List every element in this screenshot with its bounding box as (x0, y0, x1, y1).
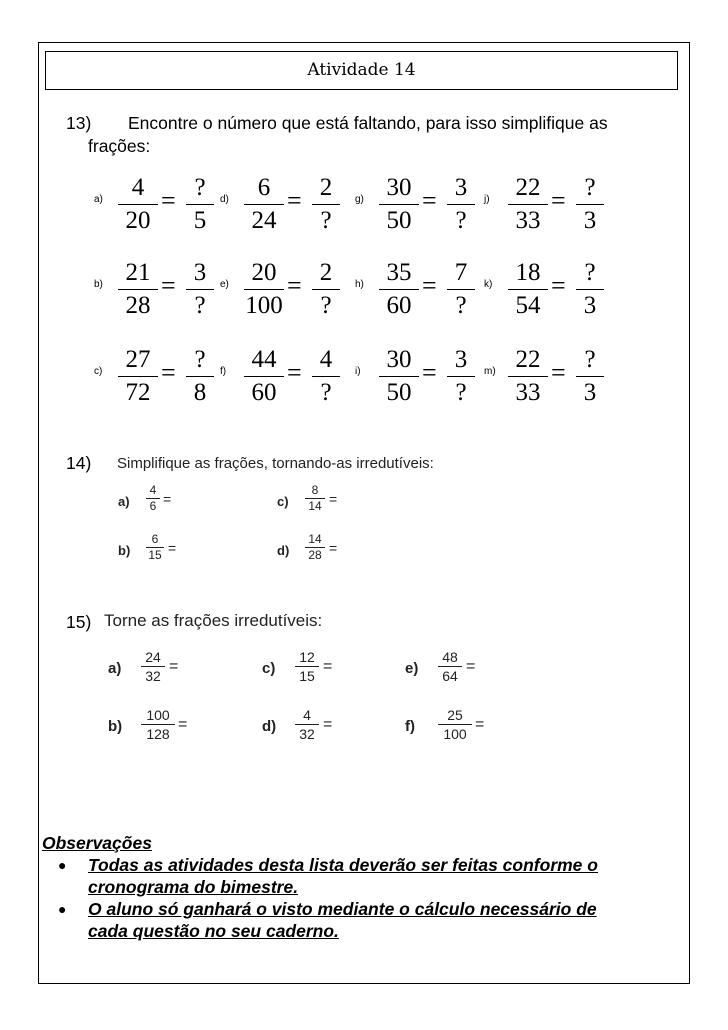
q13-item-g: g) 30 50 = 3 ? (355, 172, 505, 242)
observation-item: ● O aluno só ganhará o visto mediante o cálculo necessário de cada questão no seu caderno. (58, 899, 597, 941)
question-15-number: 15) (66, 612, 92, 632)
q13-item-a: a) 4 20 = ? 5 (94, 172, 244, 242)
bullet-icon: ● (58, 857, 67, 873)
question-13-number: 13) (66, 113, 92, 133)
question-14-title: Simplifique as frações, tornando-as irredutíveis: (117, 455, 434, 472)
q13-item-c: c) 27 72 = ? 8 (94, 344, 244, 414)
question-13-line1: Encontre o número que está faltando, para isso simplifique as (128, 113, 608, 133)
question-14-number: 14) (66, 453, 92, 473)
q13-item-j: j) 22 33 = ? 3 (484, 172, 634, 242)
activity-title: Atividade 14 (45, 51, 678, 90)
q13-item-k: k) 18 54 = ? 3 (484, 257, 634, 327)
question-15-title: Torne as frações irredutíveis: (104, 611, 323, 630)
question-13-text (66, 112, 676, 158)
bullet-icon: ● (58, 901, 67, 917)
q13-item-i: i) 30 50 = 3 ? (355, 344, 505, 414)
observation-item: ● Todas as atividades desta lista deverão ser feitas conforme o cronograma do bimestre. (58, 855, 598, 897)
q13-item-f: f) 44 60 = 4 ? (220, 344, 370, 414)
observations-heading: Observações (42, 833, 152, 853)
q13-item-m: m) 22 33 = ? 3 (484, 344, 634, 414)
observations (42, 832, 682, 942)
question-13-line2: frações: (88, 136, 151, 156)
q13-item-d: d) 6 24 = 2 ? (220, 172, 370, 242)
q13-item-e: e) 20 100 = 2 ? (220, 257, 370, 327)
q13-item-b: b) 21 28 = 3 ? (94, 257, 244, 327)
observations-list (42, 854, 682, 942)
q13-item-h: h) 35 60 = 7 ? (355, 257, 505, 327)
